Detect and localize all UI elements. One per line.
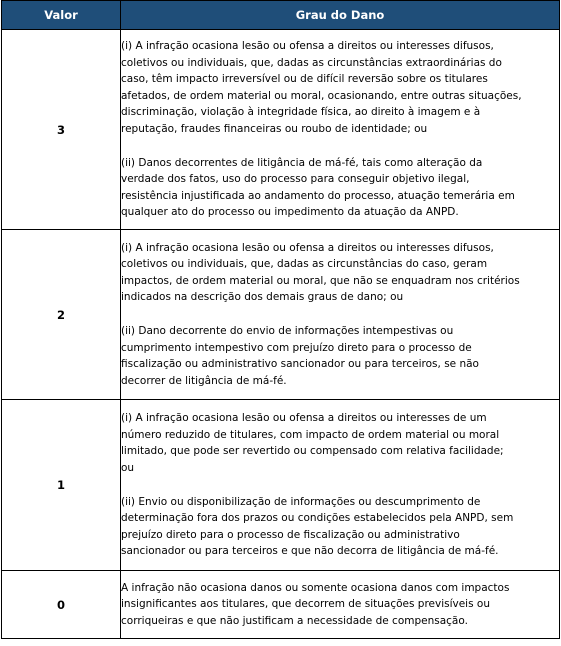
descricao-paragraph: (ii) Danos decorrentes de litigância de má-fé, tais como alteração da verdade dos fatos, uso do processo para conseguir objetivo ilegal, resistência injustificada ao andamento do processo, atuação temerária em qualquer ato do processo ou impedimento da atuação da ANPD.: [121, 156, 515, 219]
descricao-paragraph: (i) A infração ocasiona lesão ou ofensa a direitos ou interesses difusos, coletivos ou individuais, que, dadas as circunstâncias do caso, geram impactos, de ordem material ou moral, que não se enquadram nos critérios indicados na descrição dos demais graus de dano; ou: [121, 241, 520, 304]
header-valor: Valor: [2, 1, 121, 30]
descricao-paragraph: A infração não ocasiona danos ou somente ocasiona danos com impactos insignificantes aos titulares, que decorrem de situações previsíveis ou corriqueiras e que não justificam a necessidade de compensação.: [121, 581, 510, 627]
valor-cell: 2: [2, 230, 121, 400]
valor-cell: 3: [2, 30, 121, 230]
descricao-paragraph: (i) A infração ocasiona lesão ou ofensa a direitos ou interesses difusos, coletivos ou individuais, que, dadas as circunstâncias extraordinárias do caso, têm impacto irreversível ou de difícil reversão sobre os titulares afetados, de ordem material ou moral, ocasionando, entre outras situações, discriminação, violação à integridade física, ao direito à imagem e à reputação, fraudes financeiras ou roubo de identidade; ou: [121, 40, 522, 135]
table-row: [2, 571, 560, 639]
header-row: [2, 1, 560, 30]
descricao-cell: [121, 230, 560, 400]
descricao-paragraph: (i) A infração ocasiona lesão ou ofensa a direitos ou interesses de um número reduzido de titulares, com impacto de ordem material ou moral limitado, que pode ser revertido ou compensado com relativa facilidade; ou: [121, 412, 504, 474]
header-grau-do-dano: Grau do Dano: [121, 1, 560, 30]
descricao-paragraph: (ii) Dano decorrente do envio de informações intempestivas ou cumprimento intempestivo com prejuízo direto para o processo de fiscalização ou administrativo sancionador ou para terceiros, se não decorrer de litigância de má-fé.: [121, 325, 479, 387]
descricao-cell: [121, 400, 560, 571]
table-row: [2, 400, 560, 571]
valor-cell: 1: [2, 400, 121, 571]
descricao-cell: [121, 30, 560, 230]
dano-table: [1, 0, 560, 639]
table-row: [2, 230, 560, 400]
descricao-cell: [121, 571, 560, 639]
descricao-paragraph: (ii) Envio ou disponibilização de informações ou descumprimento de determinação fora dos prazos ou condições estabelecidos pela ANPD, sem prejuízo direto para o processo de fiscalização ou administrativo sancionador ou para terceiros e que não decorra de litigância de má-fé.: [121, 495, 514, 558]
valor-cell: 0: [2, 571, 121, 639]
table-row: [2, 30, 560, 230]
